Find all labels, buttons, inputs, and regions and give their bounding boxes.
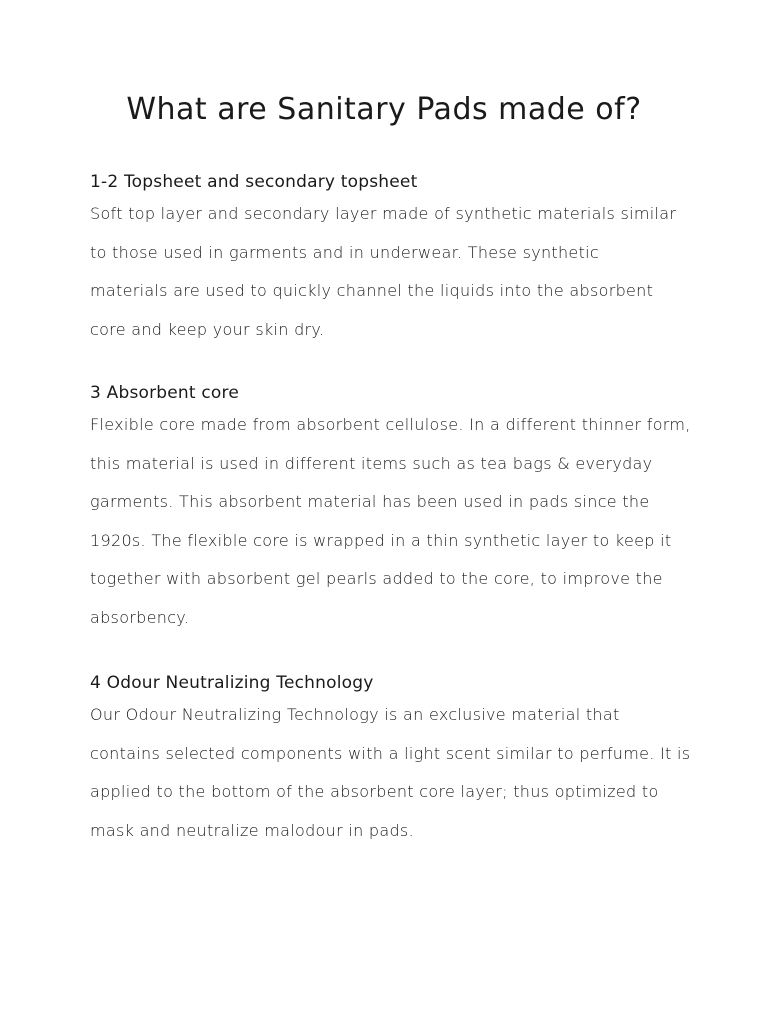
section-heading: 4 Odour Neutralizing Technology: [90, 673, 374, 693]
section-odour-technology: [90, 671, 690, 850]
body-line: Soft top layer and secondary layer made of synthetic materials similar: [90, 204, 677, 223]
section-body: [90, 696, 690, 850]
body-line: this material is used in different items such as tea bags & everyday: [90, 453, 653, 473]
body-line: 1920s. The flexible core is wrapped in a thin synthetic layer to keep it: [90, 530, 672, 550]
section-heading: 1-2 Topsheet and secondary topsheet: [90, 172, 418, 192]
body-line: together with absorbent gel pearls added to the core, to improve the: [90, 569, 663, 588]
body-line: garments. This absorbent material has been used in pads since the: [90, 492, 650, 511]
body-line: applied to the bottom of the absorbent core layer; thus optimized to: [90, 782, 659, 801]
section-body: [90, 195, 690, 349]
body-line: core and keep your skin dry.: [90, 319, 325, 339]
body-line: materials are used to quickly channel the liquids into the absorbent: [90, 281, 654, 300]
body-line: absorbency.: [90, 607, 190, 627]
body-line: Our Odour Neutralizing Technology is an exclusive material that: [90, 705, 620, 724]
body-line: Flexible core made from absorbent cellulose. In a different thinner form,: [90, 415, 691, 434]
section-absorbent-core: [90, 381, 690, 637]
body-line: mask and neutralize malodour in pads.: [90, 820, 414, 840]
section-heading: 3 Absorbent core: [90, 383, 240, 403]
body-line: contains selected components with a light scent similar to perfume. It is: [90, 743, 691, 763]
body-line: to those used in garments and in underwear. These synthetic: [90, 242, 599, 262]
page-title: What are Sanitary Pads made of?: [126, 92, 642, 127]
section-topsheet: [90, 170, 690, 349]
section-body: [90, 406, 690, 637]
